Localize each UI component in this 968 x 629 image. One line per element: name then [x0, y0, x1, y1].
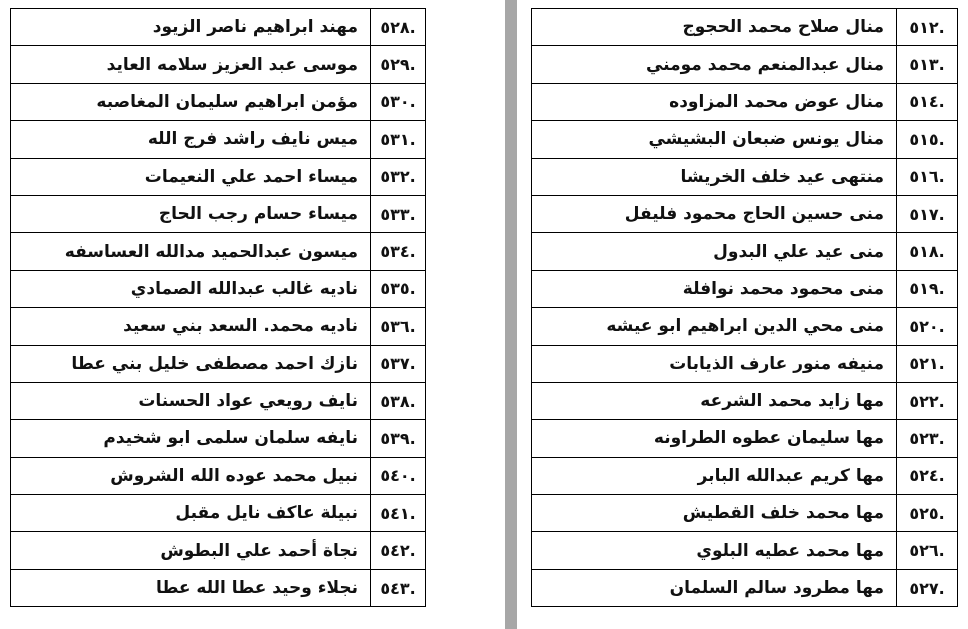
person-name: نبيل محمد عوده الله الشروش — [11, 457, 371, 494]
page-gutter — [505, 0, 517, 629]
names-table-body — [11, 9, 426, 607]
person-name: منى حسين الحاج محمود فليفل — [532, 195, 897, 232]
table-row — [532, 495, 958, 532]
row-number: .٥١٧ — [897, 195, 958, 232]
table-row — [11, 308, 426, 345]
table-row — [532, 569, 958, 606]
person-name: مها مطرود سالم السلمان — [532, 569, 897, 606]
person-name: مها كريم عبدالله البابر — [532, 457, 897, 494]
person-name: منى عيد علي البدول — [532, 233, 897, 270]
table-row — [532, 308, 958, 345]
row-number: .٥٢٤ — [897, 457, 958, 494]
row-number: .٥٣٠ — [371, 83, 426, 120]
table-row — [11, 420, 426, 457]
row-number: .٥١٥ — [897, 121, 958, 158]
person-name: مها محمد خلف القطيش — [532, 495, 897, 532]
person-name: نازك احمد مصطفى خليل بني عطا — [11, 345, 371, 382]
row-number: .٥٣٦ — [371, 308, 426, 345]
table-row — [532, 46, 958, 83]
row-number: .٥٢١ — [897, 345, 958, 382]
row-number: .٥٢٠ — [897, 308, 958, 345]
person-name: ميساء حسام رجب الحاج — [11, 195, 371, 232]
person-name: منى محمود محمد نوافلة — [532, 270, 897, 307]
row-number: .٥٣٣ — [371, 195, 426, 232]
row-number: .٥٢٧ — [897, 569, 958, 606]
table-row — [11, 457, 426, 494]
person-name: منيفه منور عارف الذيابات — [532, 345, 897, 382]
right-page — [517, 0, 968, 629]
table-row — [532, 9, 958, 46]
person-name: ناديه غالب عبدالله الصمادي — [11, 270, 371, 307]
person-name: نجلاء وحيد عطا الله عطا — [11, 569, 371, 606]
person-name: ميساء احمد علي النعيمات — [11, 158, 371, 195]
table-row — [532, 121, 958, 158]
person-name: نجاة أحمد علي البطوش — [11, 532, 371, 569]
person-name: مها سليمان عطوه الطراونه — [532, 420, 897, 457]
row-number: .٥١٨ — [897, 233, 958, 270]
table-row — [11, 270, 426, 307]
row-number: .٥٣٢ — [371, 158, 426, 195]
person-name: منال عوض محمد المزاوده — [532, 83, 897, 120]
row-number: .٥١٩ — [897, 270, 958, 307]
person-name: موسى عبد العزيز سلامه العايد — [11, 46, 371, 83]
table-row — [11, 495, 426, 532]
row-number: .٥١٦ — [897, 158, 958, 195]
table-row — [532, 195, 958, 232]
row-number: .٥١٣ — [897, 46, 958, 83]
row-number: .٥١٢ — [897, 9, 958, 46]
row-number: .٥٣٩ — [371, 420, 426, 457]
person-name: ميس نايف راشد فرج الله — [11, 121, 371, 158]
table-row — [532, 270, 958, 307]
person-name: مها محمد عطيه البلوي — [532, 532, 897, 569]
table-row — [532, 382, 958, 419]
person-name: منتهى عيد خلف الخريشا — [532, 158, 897, 195]
table-row — [532, 233, 958, 270]
table-row — [532, 532, 958, 569]
table-row — [11, 233, 426, 270]
person-name: مها زايد محمد الشرعه — [532, 382, 897, 419]
person-name: منال صلاح محمد الحجوج — [532, 9, 897, 46]
person-name: نبيلة عاكف نايل مقبل — [11, 495, 371, 532]
names-table-body — [532, 9, 958, 607]
person-name: نايفه سلمان سلمى ابو شخيدم — [11, 420, 371, 457]
row-number: .٥٤١ — [371, 495, 426, 532]
person-name: مؤمن ابراهيم سليمان المغاصبه — [11, 83, 371, 120]
person-name: ناديه محمد. السعد بني سعيد — [11, 308, 371, 345]
row-number: .٥٣٧ — [371, 345, 426, 382]
table-row — [11, 158, 426, 195]
person-name: منال يونس ضبعان البشيشي — [532, 121, 897, 158]
person-name: مهند ابراهيم ناصر الزيود — [11, 9, 371, 46]
row-number: .٥٢٢ — [897, 382, 958, 419]
table-row — [11, 569, 426, 606]
person-name: منى محي الدين ابراهيم ابو عيشه — [532, 308, 897, 345]
row-number: .٥٤٣ — [371, 569, 426, 606]
table-row — [11, 345, 426, 382]
row-number: .٥٢٣ — [897, 420, 958, 457]
names-table-left — [10, 8, 426, 607]
row-number: .٥٢٨ — [371, 9, 426, 46]
names-table-right — [531, 8, 958, 607]
row-number: .٥٢٥ — [897, 495, 958, 532]
person-name: منال عبدالمنعم محمد مومني — [532, 46, 897, 83]
table-row — [532, 457, 958, 494]
table-row — [11, 83, 426, 120]
table-row — [11, 195, 426, 232]
table-row — [11, 46, 426, 83]
person-name: ميسون عبدالحميد مدالله العساسفه — [11, 233, 371, 270]
row-number: .٥٣٥ — [371, 270, 426, 307]
table-row — [11, 382, 426, 419]
table-row — [532, 420, 958, 457]
row-number: .٥٢٦ — [897, 532, 958, 569]
row-number: .٥٢٩ — [371, 46, 426, 83]
table-row — [532, 158, 958, 195]
table-row — [532, 83, 958, 120]
table-row — [11, 121, 426, 158]
row-number: .٥٣١ — [371, 121, 426, 158]
row-number: .٥٣٤ — [371, 233, 426, 270]
row-number: .٥٣٨ — [371, 382, 426, 419]
table-row — [11, 9, 426, 46]
table-row — [11, 532, 426, 569]
row-number: .٥٤٢ — [371, 532, 426, 569]
row-number: .٥٤٠ — [371, 457, 426, 494]
person-name: نايف رويعي عواد الحسنات — [11, 382, 371, 419]
row-number: .٥١٤ — [897, 83, 958, 120]
table-row — [532, 345, 958, 382]
